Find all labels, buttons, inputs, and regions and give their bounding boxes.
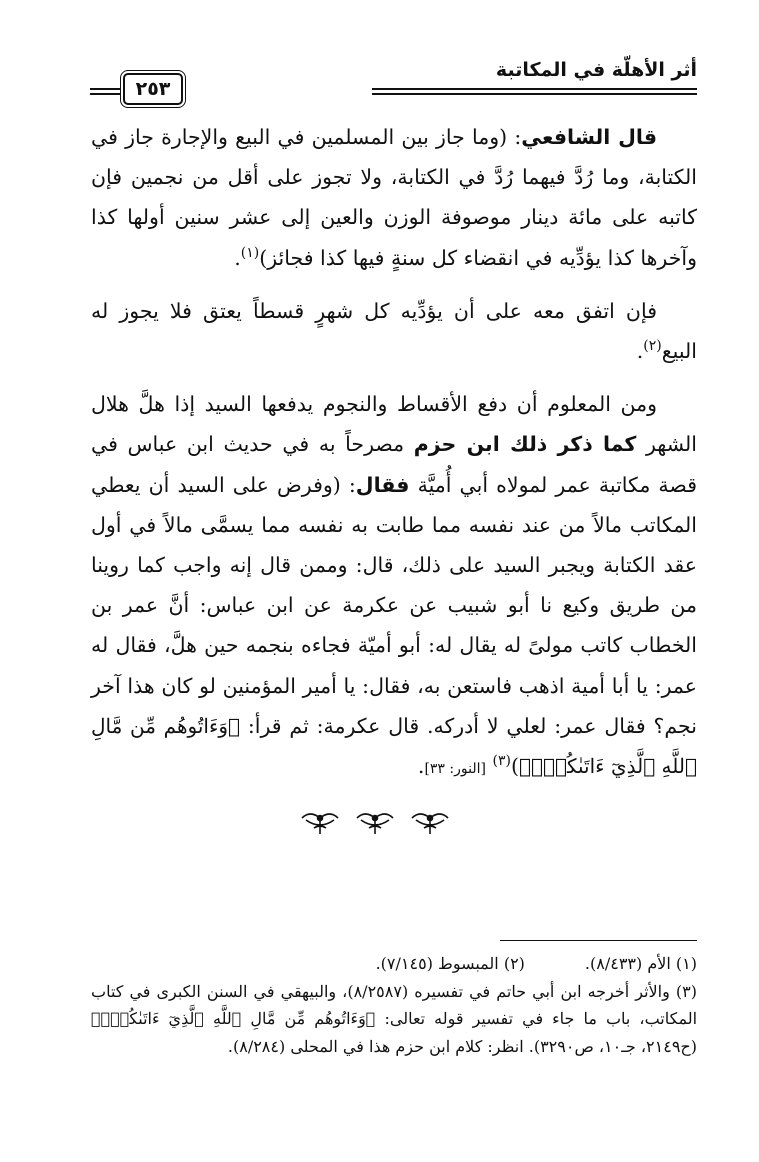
paragraph-3-text-c: : (وفرض على السيد أن يعطي المكاتب مالاً من عند نفسه مما طابت به نفسه مما يسمَّى مالاً في أول عقد الكتابة ويجبر السيد على ذلك، قال: وممن قال إنه واجب كما روينا من طريق وكيع نا أبو شبيب عن عكرمة عن ابن عباس: أنَّ عمر بن الخطاب كاتب مولىً له يقال له: أبو أميّة فجاءه بنجمه حين هلَّ، فقال له عمر: يا أبا أمية اذهب فاستعن به، فقال: يا أمير المؤمنين لو كان هذا آخر نجم؟ فقال عمر: لعلي لا أدركه. قال عكرمة: ثم قرأ: xyxy=(91,472,697,738)
floral-ornament-icon xyxy=(410,808,450,842)
section-ornaments xyxy=(300,808,450,842)
page-number: ٢٥٣ xyxy=(123,73,183,105)
main-text xyxy=(91,117,697,789)
emphasis-faqal: فقال xyxy=(355,472,410,497)
footnote-3-text-b: (ح٢١٤٩، جـ١٠، ص٣٢٩٠). انظر: كلام ابن حزم هذا في المحلى (٨/٢٨٤). xyxy=(227,1036,697,1056)
floral-ornament-icon xyxy=(355,808,395,842)
footnote-separator xyxy=(500,940,697,941)
page-header xyxy=(90,55,697,105)
speaker-label: قال الشافعي xyxy=(521,125,658,149)
paragraph-2-end: . xyxy=(636,339,644,364)
footnote-3-quran: ﴿وَءَاتُوهُم مِّن مَّالِ ٱللَّهِ ٱلَّذِيٓ ءَاتَىٰكُمۡۚ﴾ xyxy=(91,1009,376,1028)
header-rule-right xyxy=(372,88,697,95)
footnote-1: (١) الأم (٨/٤٣٣). xyxy=(584,954,697,973)
paragraph-3-text-a: ومن المعلوم أن دفع الأقساط والنجوم يدفعها السيد إذا هلَّ هلال الشهر xyxy=(91,392,697,457)
footnote-ref-3[interactable]: (٣) xyxy=(492,753,511,770)
paragraph-3 xyxy=(91,384,697,789)
footnote-ref-1[interactable]: (١) xyxy=(240,244,260,261)
footnote-3-text-a: (٣) والأثر أخرجه ابن أبي حاتم في تفسيره (٨/٢٥٨٧)، والبيهقي في السنن الكبرى في كتاب المكاتب، باب ما جاء في تفسير قوله تعالى: xyxy=(91,981,698,1028)
footnote-row xyxy=(91,950,697,978)
emphasis-ibn-hazm: كما ذكر ذلك ابن حزم xyxy=(413,432,637,457)
paragraph-2 xyxy=(91,291,697,371)
surah-citation: [النور: ٣٣] xyxy=(424,761,486,778)
footnote-3 xyxy=(91,978,697,1061)
paragraph-2-text: فإن اتفق معه على أن يؤدِّيه كل شهرٍ قسطاً يعتق فلا يجوز له البيع xyxy=(91,298,697,364)
footnotes xyxy=(91,950,697,1060)
quote-close: ) xyxy=(510,754,519,779)
floral-ornament-icon xyxy=(300,808,340,842)
footnote-2: (٢) المبسوط (٧/١٤٥). xyxy=(375,954,525,973)
paragraph-1 xyxy=(91,117,697,278)
quran-verse: ﴿وَءَاتُوهُم مِّن مَّالِ ٱللَّهِ ٱلَّذِيٓ ءَاتَىٰكُمۡۚ﴾ xyxy=(91,713,697,779)
paragraph-3-text-b: مصرحاً به في حديث ابن عباس في قصة مكاتبة عمر لمولاه أبي أُميَّة xyxy=(91,432,698,497)
paragraph-1-end: . xyxy=(234,245,241,270)
paragraph-3-end: . xyxy=(417,754,425,779)
footnote-ref-2[interactable]: (٢) xyxy=(643,338,662,355)
header-rule-left xyxy=(90,88,120,95)
paragraph-1-text: : (وما جاز بين المسلمين في البيع والإجارة جاز في الكتابة، وما رُدَّ فيهما رُدَّ في الكتابة، ولا تجوز على أقل من نجمين فإن كاتبه على مائة دينار موصوفة الوزن والعين إلى عشر سنين أولها كذا وآخرها كذا يؤدِّيه في انقضاء كل سنةٍ فيها كذا فجائز) xyxy=(91,125,697,270)
running-title: أثر الأهلّة في المكاتبة xyxy=(495,59,697,81)
